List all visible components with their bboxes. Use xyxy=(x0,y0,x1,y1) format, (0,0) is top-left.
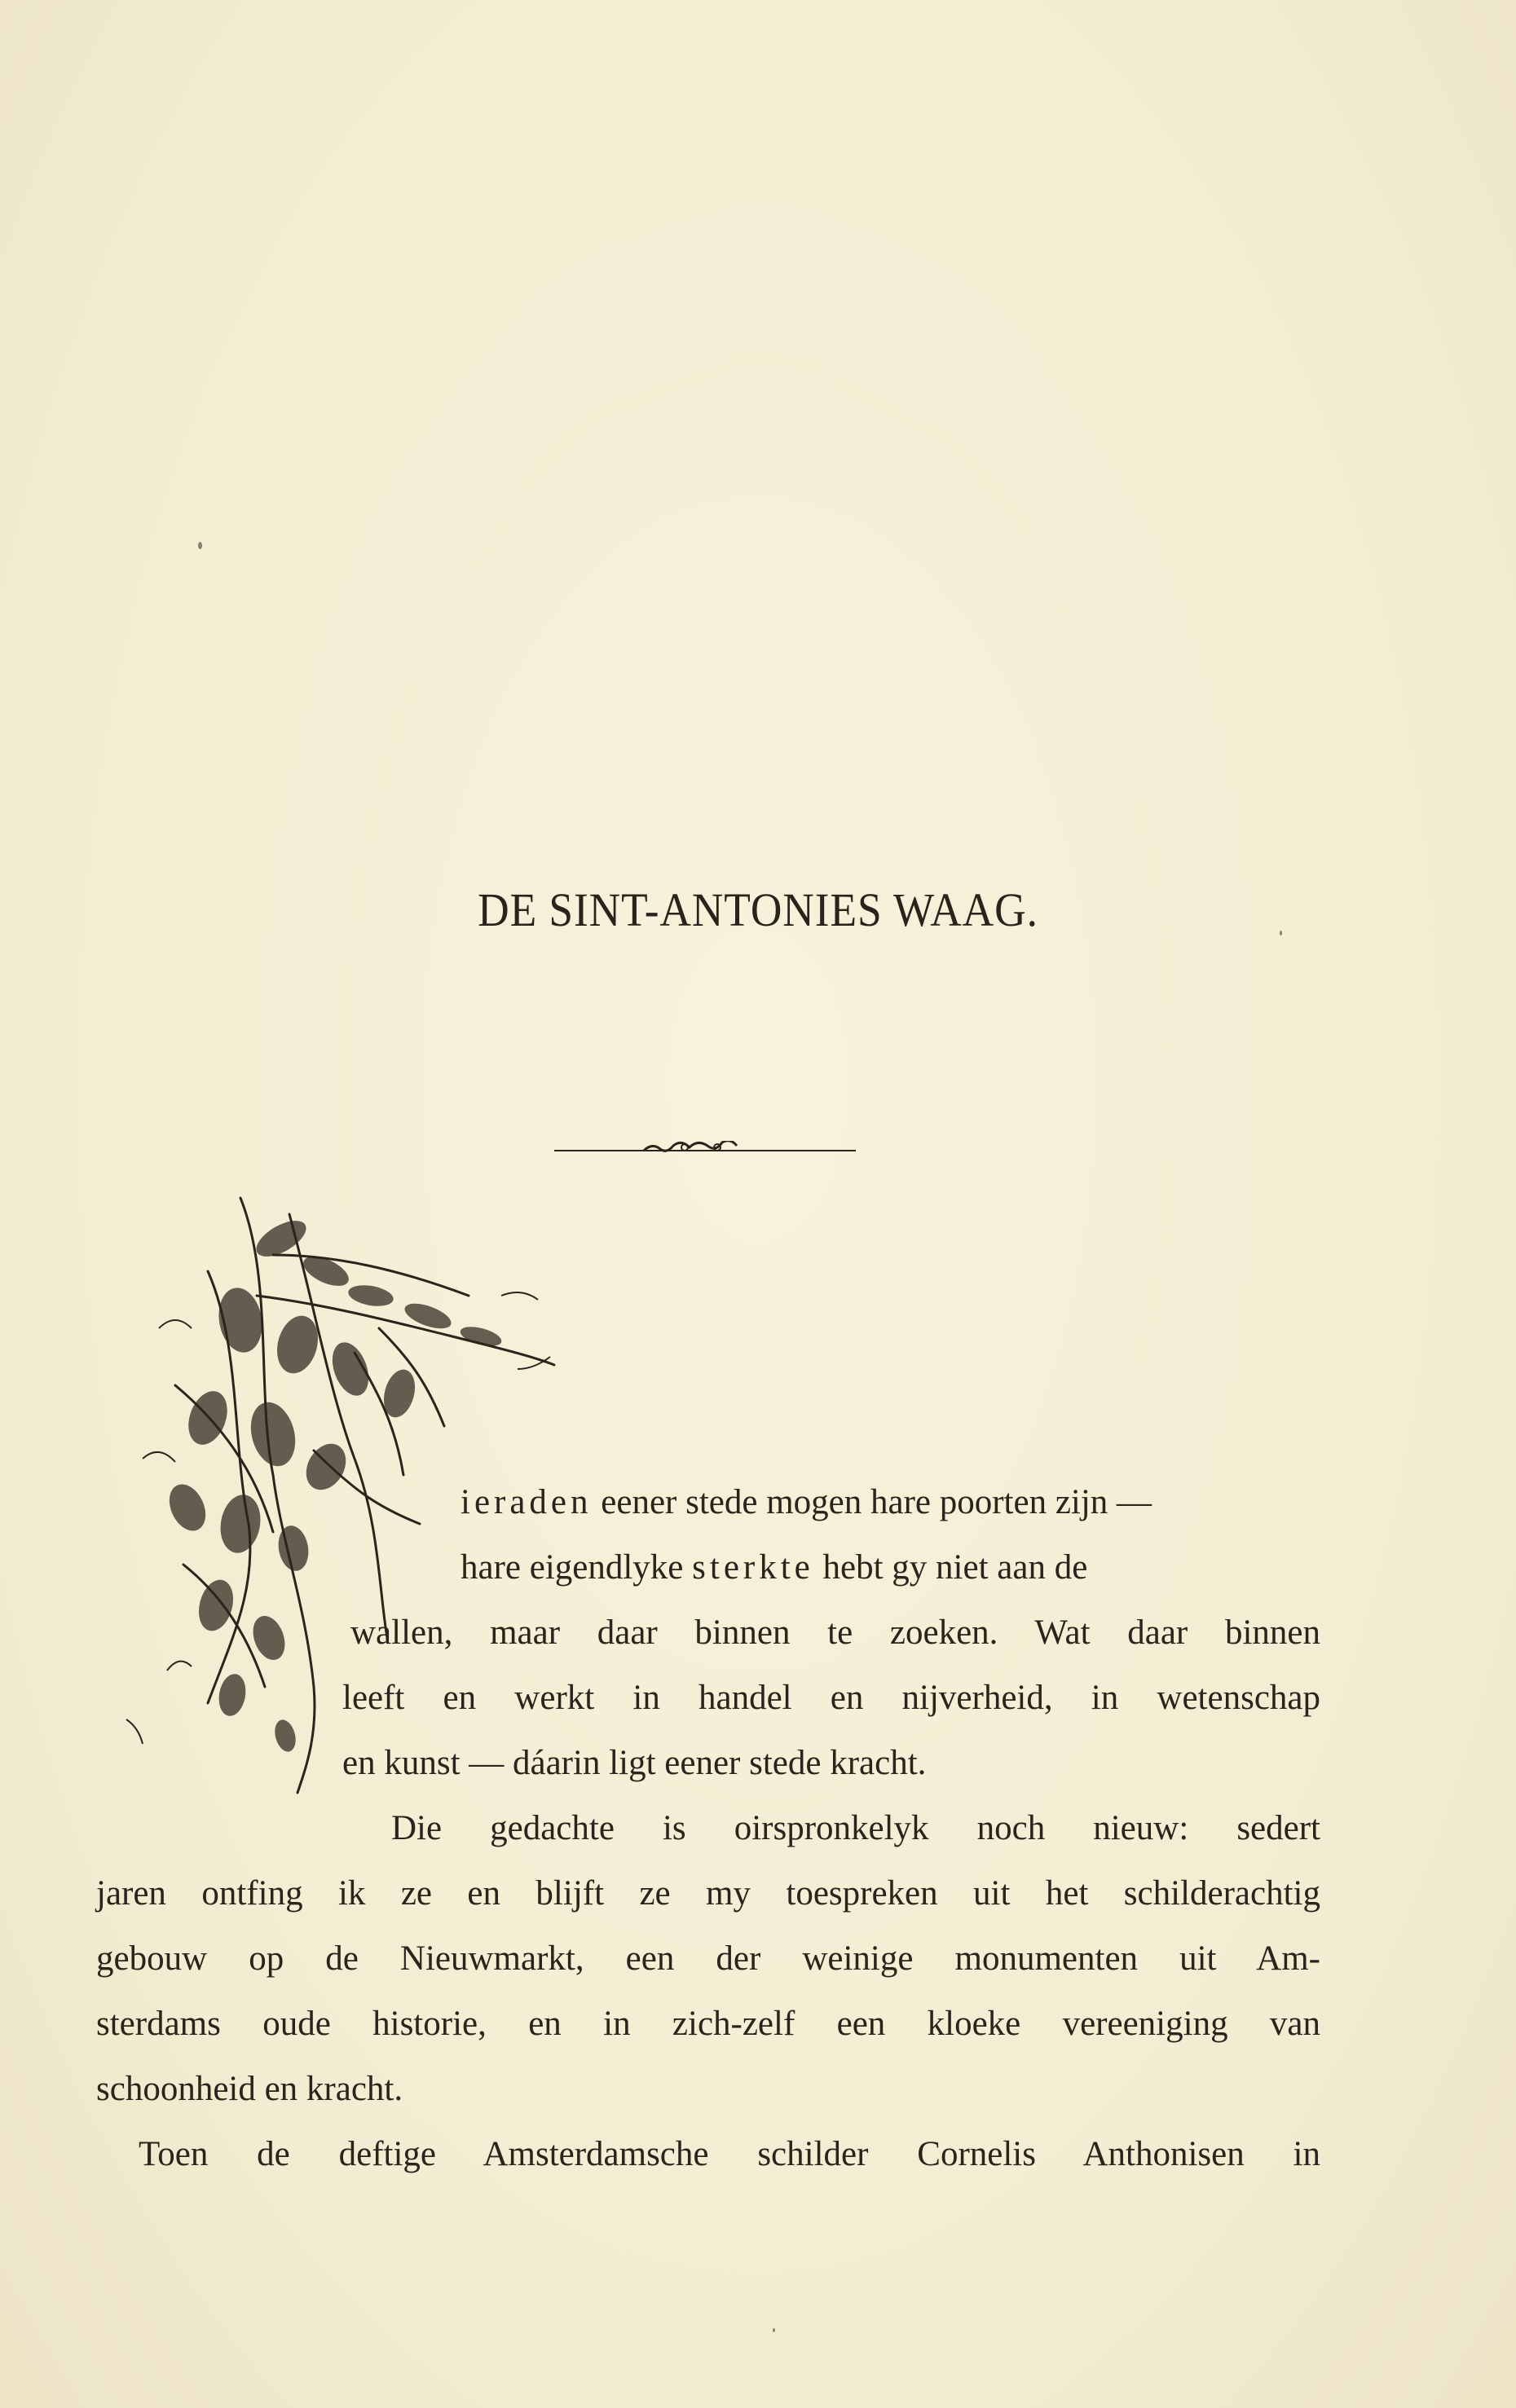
spaced-word: sterkte xyxy=(692,1548,814,1587)
paper-speck xyxy=(1280,931,1282,935)
body-line xyxy=(461,1485,1152,1520)
body-line: wallen, maar daar binnen te zoeken. Wat daar binnen xyxy=(350,1613,1320,1652)
chapter-title: DE SINT-ANTONIES WAAG. xyxy=(478,883,1038,936)
line-text: hare eigendlyke xyxy=(461,1548,684,1587)
body-line: Die gedachte is oirspronkelyk noch nieuw: sedert xyxy=(391,1809,1320,1847)
body-line: schoonheid en kracht. xyxy=(96,2070,403,2108)
body-line: jaren ontfing ik ze en blijft ze my toespreken uit het schilderachtig xyxy=(96,1874,1320,1913)
ornamental-divider xyxy=(554,1141,856,1157)
paper-speck xyxy=(198,542,202,549)
body-line: sterdams oude historie, en in zich-zelf een kloeke vereeniging van xyxy=(96,2005,1320,2043)
body-line: Toen de deftige Amsterdamsche schilder Cornelis Anthonisen in xyxy=(139,2135,1320,2173)
body-line: en kunst — dáarin ligt eener stede kracht. xyxy=(342,1744,927,1782)
initial-word-rest: ieraden xyxy=(461,1483,593,1521)
line-text: hebt gy niet aan de xyxy=(822,1548,1088,1587)
body-line: leeft en werkt in handel en nijverheid, in wetenschap xyxy=(342,1679,1320,1717)
body-line: gebouw op de Nieuwmarkt, een der weinige monumenten uit Am- xyxy=(96,1939,1320,1978)
line-text: eener stede mogen hare poorten zijn — xyxy=(601,1483,1152,1521)
body-line xyxy=(461,1550,1087,1585)
paper-speck xyxy=(773,2328,775,2332)
